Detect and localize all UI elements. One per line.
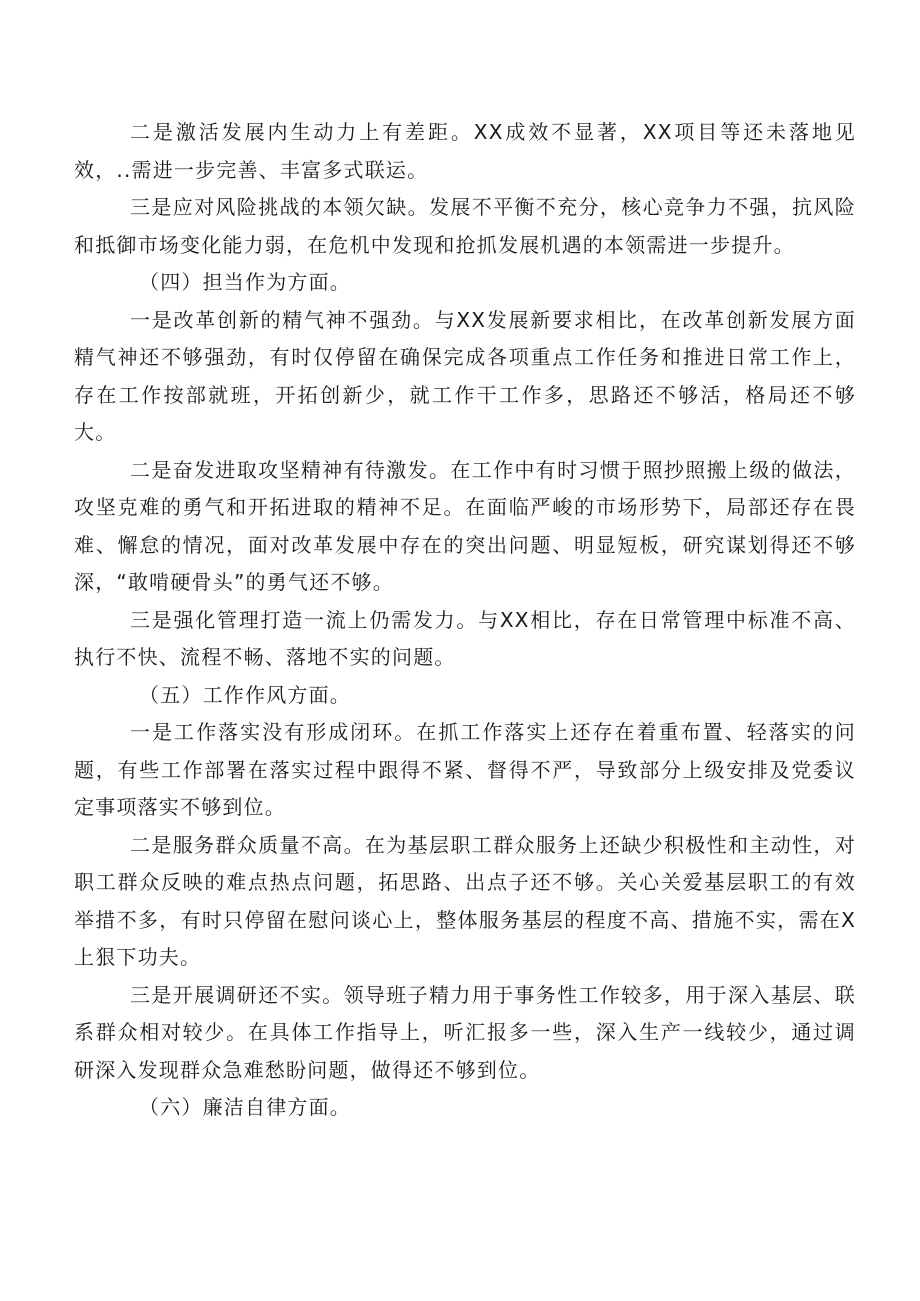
document-body (74, 114, 856, 1127)
section-heading-5: （五）工作作风方面。 (139, 682, 351, 707)
paragraph-4: 二是奋发进取攻坚精神有待激发。在工作中有时习惯于照抄照搬上级的做法，攻坚克难的勇气和开拓进取的精神不足。在面临严峻的市场形势下，局部还存在畏难、懈怠的情况，面对改革发展中存在的突出问题、明显短板，研究谋划得还不够深，“敢啃硬骨头”的勇气还不够。 (74, 457, 856, 594)
paragraph-8: 三是开展调研还不实。领导班子精力用于事务性工作较多，用于深入基层、联系群众相对较少。在具体工作指导上，听汇报多一些，深入生产一线较少，通过调研深入发现群众急难愁盼问题，做得还不够到位。 (74, 982, 856, 1082)
section-heading-6: （六）廉洁自律方面。 (139, 1095, 351, 1119)
paragraph-1: 二是激活发展内生动力上有差距。XX成效不显著，XX项目等还未落地见效，..需进一步完善、丰富多式联运。 (74, 120, 856, 182)
section-heading-4: （四）担当作为方面。 (139, 270, 351, 294)
paragraph-2: 三是应对风险挑战的本领欠缺。发展不平衡不充分，核心竞争力不强，抗风险和抵御市场变化能力弱，在危机中发现和抢抓发展机遇的本领需进一步提升。 (74, 195, 856, 257)
paragraph-3: 一是改革创新的精气神不强劲。与XX发展新要求相比，在改革创新发展方面精气神还不够强劲，有时仅停留在确保完成各项重点工作任务和推进日常工作上，存在工作按部就班，开拓创新少，就工作干工作多，思路还不够活，格局还不够大。 (74, 307, 856, 444)
paragraph-7: 二是服务群众质量不高。在为基层职工群众服务上还缺少积极性和主动性，对职工群众反映的难点热点问题，拓思路、出点子还不够。关心关爱基层职工的有效举措不多，有时只停留在慰问谈心上，整体服务基层的程度不高、措施不实，需在X上狠下功夫。 (74, 832, 856, 969)
paragraph-6: 一是工作落实没有形成闭环。在抓工作落实上还存在着重布置、轻落实的问题，有些工作部署在落实过程中跟得不紧、督得不严，导致部分上级安排及党委议定事项落实不够到位。 (74, 720, 856, 819)
paragraph-5: 三是强化管理打造一流上仍需发力。与XX相比，存在日常管理中标准不高、执行不快、流程不畅、落地不实的问题。 (74, 607, 856, 669)
